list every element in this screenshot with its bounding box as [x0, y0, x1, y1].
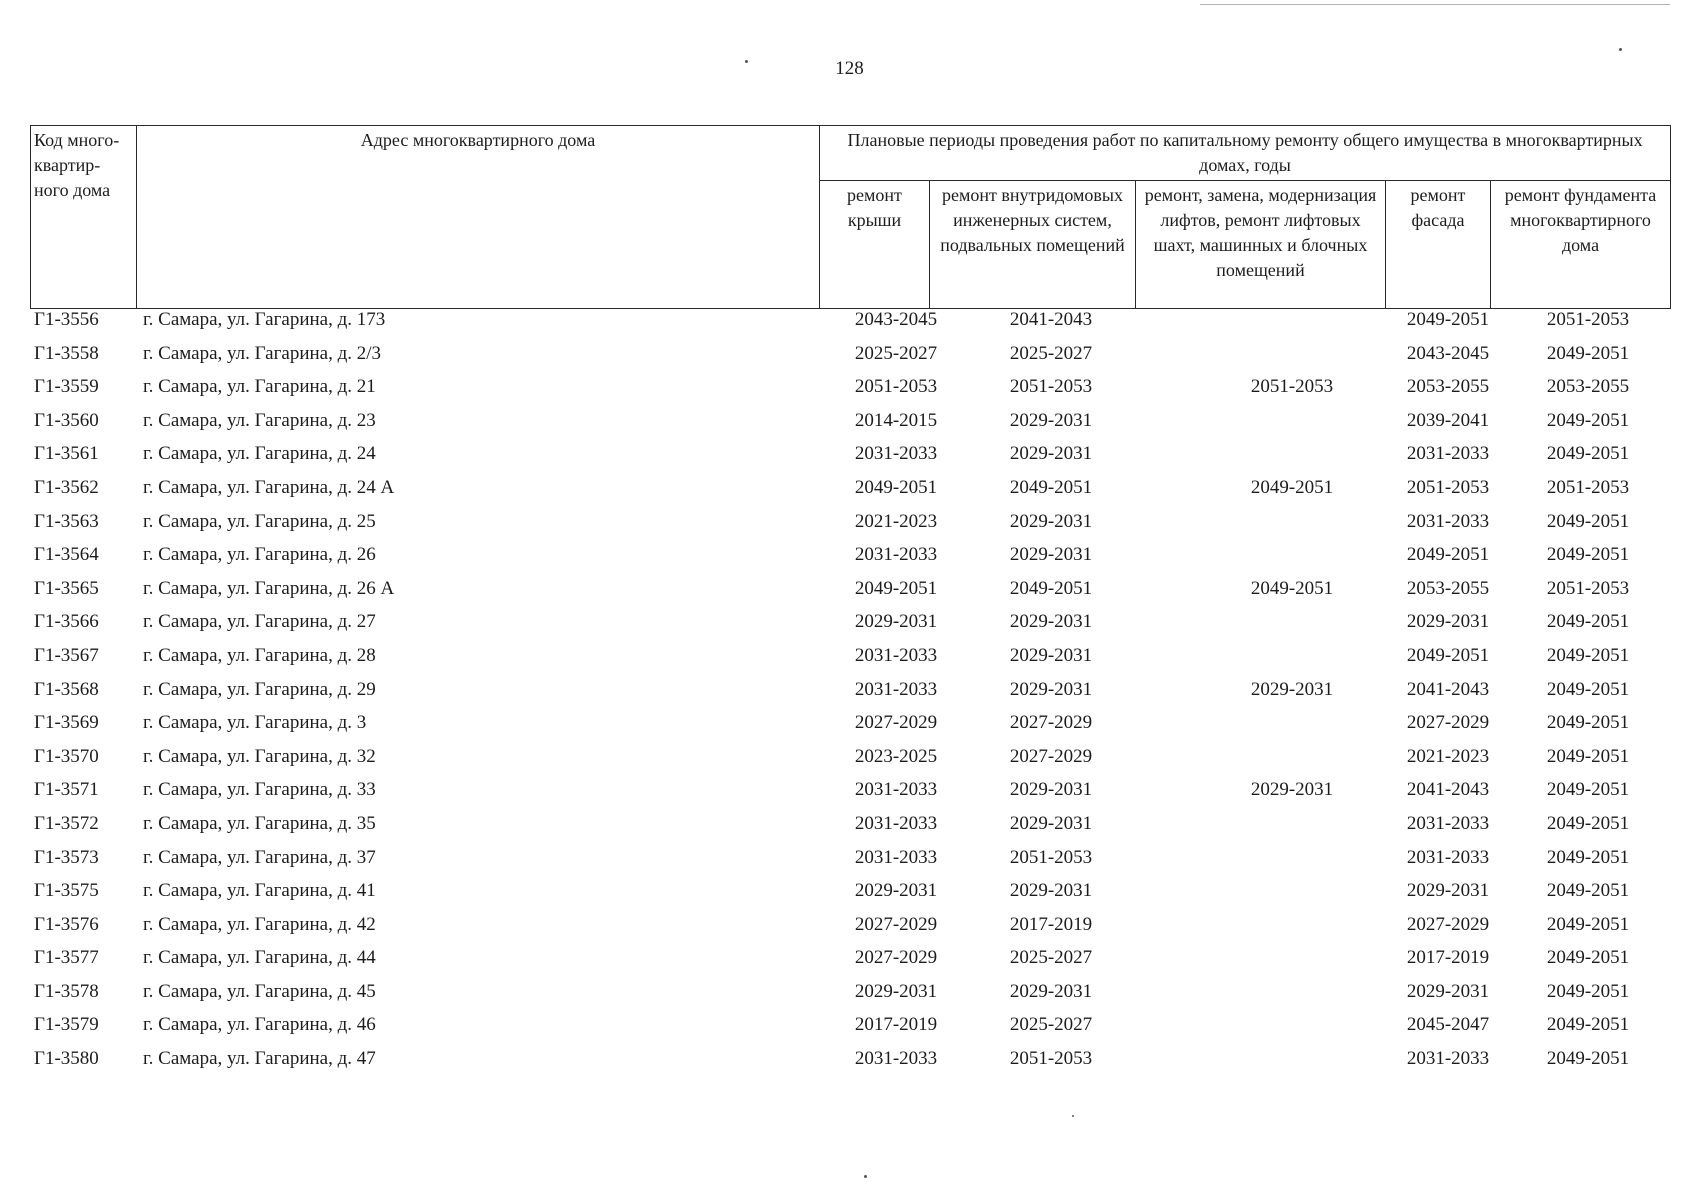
scan-speck [745, 60, 748, 63]
row-lifts-period: 2051-2053 [1250, 376, 1334, 398]
row-code: Г1-3580 [34, 1048, 99, 1070]
row-facade-period: 2031-2033 [1406, 510, 1490, 532]
row-address: г. Самара, ул. Гагарина, д. 46 [143, 1014, 376, 1036]
row-foundation-period: 2049-2051 [1546, 745, 1630, 767]
table-row [30, 844, 1670, 878]
row-roof-period: 2025-2027 [854, 342, 938, 364]
row-address: г. Самара, ул. Гагарина, д. 41 [143, 880, 376, 902]
row-code: Г1-3561 [34, 443, 99, 465]
row-facade-period: 2021-2023 [1406, 745, 1490, 767]
row-address: г. Самара, ул. Гагарина, д. 24 А [143, 476, 395, 498]
row-foundation-period: 2049-2051 [1546, 1014, 1630, 1036]
table-row [30, 810, 1670, 844]
table-row [30, 978, 1670, 1012]
row-foundation-period: 2049-2051 [1546, 644, 1630, 666]
row-facade-period: 2031-2033 [1406, 1048, 1490, 1070]
row-address: г. Самара, ул. Гагарина, д. 28 [143, 644, 376, 666]
row-code: Г1-3577 [34, 947, 99, 969]
row-address: г. Самара, ул. Гагарина, д. 27 [143, 611, 376, 633]
row-facade-period: 2027-2029 [1406, 913, 1490, 935]
row-engineering-period: 2029-2031 [1009, 812, 1093, 834]
row-facade-period: 2053-2055 [1406, 376, 1490, 398]
row-address: г. Самара, ул. Гагарина, д. 3 [143, 712, 367, 734]
row-roof-period: 2031-2033 [854, 1048, 938, 1070]
row-facade-period: 2051-2053 [1406, 476, 1490, 498]
row-code: Г1-3566 [34, 611, 99, 633]
row-code: Г1-3579 [34, 1014, 99, 1036]
table-row [30, 508, 1670, 542]
table-row [30, 474, 1670, 508]
row-roof-period: 2029-2031 [854, 611, 938, 633]
row-address: г. Самара, ул. Гагарина, д. 45 [143, 980, 376, 1002]
row-engineering-period: 2029-2031 [1009, 779, 1093, 801]
row-engineering-period: 2025-2027 [1009, 1014, 1093, 1036]
row-roof-period: 2027-2029 [854, 913, 938, 935]
row-facade-period: 2031-2033 [1406, 846, 1490, 868]
row-address: г. Самара, ул. Гагарина, д. 2/3 [143, 342, 382, 364]
row-address: г. Самара, ул. Гагарина, д. 173 [143, 309, 386, 330]
row-code: Г1-3564 [34, 544, 99, 566]
row-engineering-period: 2029-2031 [1009, 880, 1093, 902]
header-foundation: ремонт фундамента многоквартирного дома [1491, 181, 1671, 309]
page-number: 128 [835, 58, 864, 79]
row-foundation-period: 2049-2051 [1546, 342, 1630, 364]
row-engineering-period: 2029-2031 [1009, 611, 1093, 633]
row-roof-period: 2049-2051 [854, 577, 938, 599]
row-code: Г1-3560 [34, 409, 99, 431]
table-row [30, 340, 1670, 374]
row-code: Г1-3570 [34, 745, 99, 767]
row-foundation-period: 2049-2051 [1546, 980, 1630, 1002]
row-code: Г1-3575 [34, 880, 99, 902]
row-roof-period: 2031-2033 [854, 678, 938, 700]
row-engineering-period: 2051-2053 [1009, 846, 1093, 868]
row-address: г. Самара, ул. Гагарина, д. 26 А [143, 577, 395, 599]
row-address: г. Самара, ул. Гагарина, д. 29 [143, 678, 376, 700]
row-code: Г1-3568 [34, 678, 99, 700]
row-facade-period: 2031-2033 [1406, 812, 1490, 834]
row-foundation-period: 2049-2051 [1546, 510, 1630, 532]
row-facade-period: 2049-2051 [1406, 544, 1490, 566]
row-roof-period: 2031-2033 [854, 544, 938, 566]
row-foundation-period: 2049-2051 [1546, 678, 1630, 700]
row-lifts-period: 2049-2051 [1250, 476, 1334, 498]
table-row [30, 373, 1670, 407]
row-foundation-period: 2051-2053 [1546, 577, 1630, 599]
row-code: Г1-3571 [34, 779, 99, 801]
row-roof-period: 2021-2023 [854, 510, 938, 532]
row-foundation-period: 2049-2051 [1546, 712, 1630, 734]
scan-speck [1619, 48, 1622, 51]
row-code: Г1-3576 [34, 913, 99, 935]
table-row [30, 776, 1670, 810]
row-roof-period: 2031-2033 [854, 846, 938, 868]
table-row [30, 743, 1670, 777]
row-code: Г1-3562 [34, 476, 99, 498]
row-foundation-period: 2049-2051 [1546, 913, 1630, 935]
row-facade-period: 2039-2041 [1406, 409, 1490, 431]
table-row [30, 608, 1670, 642]
row-engineering-period: 2029-2031 [1009, 980, 1093, 1002]
row-engineering-period: 2017-2019 [1009, 913, 1093, 935]
row-engineering-period: 2027-2029 [1009, 712, 1093, 734]
row-facade-period: 2031-2033 [1406, 443, 1490, 465]
header-lifts: ремонт, замена, модернизация лифтов, ремонт лифтовых шахт, машинных и блочных помещений [1136, 181, 1386, 309]
row-roof-period: 2029-2031 [854, 880, 938, 902]
row-facade-period: 2029-2031 [1406, 880, 1490, 902]
row-facade-period: 2053-2055 [1406, 577, 1490, 599]
row-address: г. Самара, ул. Гагарина, д. 24 [143, 443, 376, 465]
header-engineering: ремонт внутридомовых инженерных систем, подвальных помещений [930, 181, 1136, 309]
row-engineering-period: 2029-2031 [1009, 544, 1093, 566]
row-foundation-period: 2049-2051 [1546, 409, 1630, 431]
table-row [30, 911, 1670, 945]
row-lifts-period: 2029-2031 [1250, 678, 1334, 700]
row-roof-period: 2023-2025 [854, 745, 938, 767]
row-code: Г1-3567 [34, 644, 99, 666]
row-address: г. Самара, ул. Гагарина, д. 37 [143, 846, 376, 868]
row-address: г. Самара, ул. Гагарина, д. 26 [143, 544, 376, 566]
row-engineering-period: 2049-2051 [1009, 476, 1093, 498]
scan-speck [864, 1175, 867, 1178]
row-address: г. Самара, ул. Гагарина, д. 33 [143, 779, 376, 801]
row-engineering-period: 2027-2029 [1009, 745, 1093, 767]
row-code: Г1-3569 [34, 712, 99, 734]
row-foundation-period: 2049-2051 [1546, 611, 1630, 633]
row-code: Г1-3578 [34, 980, 99, 1002]
row-code: Г1-3559 [34, 376, 99, 398]
row-roof-period: 2031-2033 [854, 812, 938, 834]
row-address: г. Самара, ул. Гагарина, д. 32 [143, 745, 376, 767]
row-facade-period: 2041-2043 [1406, 678, 1490, 700]
row-facade-period: 2027-2029 [1406, 712, 1490, 734]
row-address: г. Самара, ул. Гагарина, д. 44 [143, 947, 376, 969]
row-roof-period: 2031-2033 [854, 644, 938, 666]
row-facade-period: 2045-2047 [1406, 1014, 1490, 1036]
row-roof-period: 2017-2019 [854, 1014, 938, 1036]
row-foundation-period: 2049-2051 [1546, 880, 1630, 902]
row-roof-period: 2049-2051 [854, 476, 938, 498]
row-code: Г1-3563 [34, 510, 99, 532]
table-row [30, 642, 1670, 676]
row-foundation-period: 2049-2051 [1546, 443, 1630, 465]
row-roof-period: 2031-2033 [854, 443, 938, 465]
row-address: г. Самара, ул. Гагарина, д. 25 [143, 510, 376, 532]
table-row [30, 306, 1670, 340]
table-row [30, 575, 1670, 609]
row-lifts-period: 2029-2031 [1250, 779, 1334, 801]
row-engineering-period: 2051-2053 [1009, 376, 1093, 398]
row-foundation-period: 2049-2051 [1546, 947, 1630, 969]
row-foundation-period: 2049-2051 [1546, 846, 1630, 868]
row-foundation-period: 2049-2051 [1546, 779, 1630, 801]
row-code: Г1-3573 [34, 846, 99, 868]
row-foundation-period: 2053-2055 [1546, 376, 1630, 398]
header-roof: ремонт крыши [820, 181, 930, 309]
row-engineering-period: 2025-2027 [1009, 947, 1093, 969]
row-roof-period: 2014-2015 [854, 409, 938, 431]
row-facade-period: 2043-2045 [1406, 342, 1490, 364]
scan-speck [1072, 1115, 1074, 1117]
row-engineering-period: 2025-2027 [1009, 342, 1093, 364]
row-code: Г1-3556 [34, 309, 99, 330]
header-periods-title: Плановые периоды проведения работ по капитальному ремонту общего имущества в многоквартирных домах, годы [820, 126, 1671, 181]
table-row [30, 1045, 1670, 1079]
row-facade-period: 2029-2031 [1406, 980, 1490, 1002]
table-body [30, 306, 1670, 1079]
scan-edge-line [1200, 4, 1670, 5]
row-facade-period: 2049-2051 [1406, 644, 1490, 666]
row-address: г. Самара, ул. Гагарина, д. 21 [143, 376, 376, 398]
row-engineering-period: 2051-2053 [1009, 1048, 1093, 1070]
row-engineering-period: 2029-2031 [1009, 510, 1093, 532]
row-foundation-period: 2049-2051 [1546, 544, 1630, 566]
row-code: Г1-3558 [34, 342, 99, 364]
row-address: г. Самара, ул. Гагарина, д. 47 [143, 1048, 376, 1070]
row-facade-period: 2041-2043 [1406, 779, 1490, 801]
row-engineering-period: 2049-2051 [1009, 577, 1093, 599]
table-row [30, 1011, 1670, 1045]
row-roof-period: 2051-2053 [854, 376, 938, 398]
table-row [30, 407, 1670, 441]
row-foundation-period: 2051-2053 [1546, 309, 1630, 330]
row-roof-period: 2029-2031 [854, 980, 938, 1002]
header-address: Адрес многоквартирного дома [137, 126, 820, 309]
row-facade-period: 2029-2031 [1406, 611, 1490, 633]
header-code: Код много-квартир-ного дома [31, 126, 137, 309]
row-code: Г1-3565 [34, 577, 99, 599]
row-foundation-period: 2049-2051 [1546, 1048, 1630, 1070]
table-row [30, 877, 1670, 911]
row-roof-period: 2027-2029 [854, 947, 938, 969]
row-foundation-period: 2051-2053 [1546, 476, 1630, 498]
table-row [30, 541, 1670, 575]
row-address: г. Самара, ул. Гагарина, д. 35 [143, 812, 376, 834]
row-facade-period: 2017-2019 [1406, 947, 1490, 969]
table-row [30, 709, 1670, 743]
row-foundation-period: 2049-2051 [1546, 812, 1630, 834]
row-engineering-period: 2029-2031 [1009, 678, 1093, 700]
header-facade: ремонт фасада [1386, 181, 1491, 309]
row-engineering-period: 2029-2031 [1009, 644, 1093, 666]
row-lifts-period: 2049-2051 [1250, 577, 1334, 599]
row-engineering-period: 2029-2031 [1009, 443, 1093, 465]
row-roof-period: 2043-2045 [854, 309, 938, 330]
row-engineering-period: 2041-2043 [1009, 309, 1093, 330]
row-roof-period: 2031-2033 [854, 779, 938, 801]
table-header [30, 125, 1671, 309]
row-address: г. Самара, ул. Гагарина, д. 42 [143, 913, 376, 935]
row-facade-period: 2049-2051 [1406, 309, 1490, 330]
table-row [30, 440, 1670, 474]
table-row [30, 944, 1670, 978]
row-roof-period: 2027-2029 [854, 712, 938, 734]
row-address: г. Самара, ул. Гагарина, д. 23 [143, 409, 376, 431]
table-row [30, 676, 1670, 710]
row-engineering-period: 2029-2031 [1009, 409, 1093, 431]
row-code: Г1-3572 [34, 812, 99, 834]
